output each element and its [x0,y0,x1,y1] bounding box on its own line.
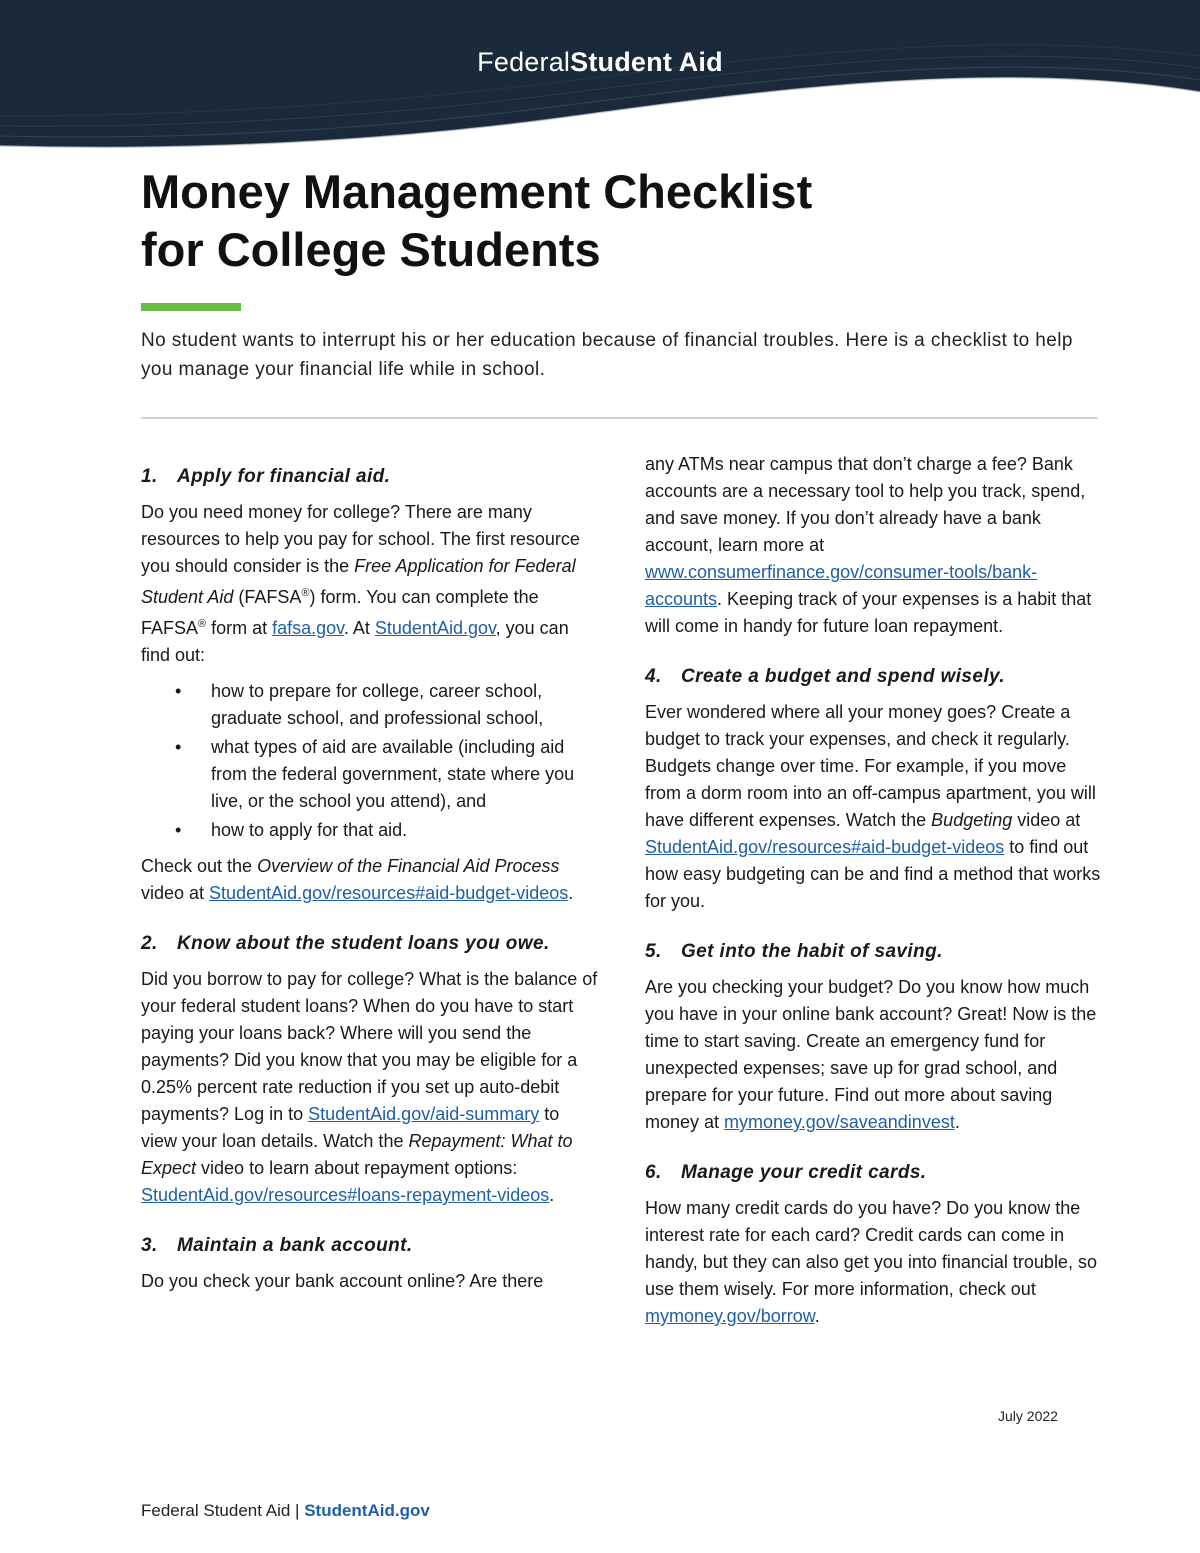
header-banner [0,0,1200,160]
borrow-link[interactable]: mymoney.gov/borrow [645,1306,815,1326]
section-3-heading: 3. Maintain a bank account. [141,1232,599,1259]
header-wave-background [0,0,1200,160]
page-title [141,163,812,279]
section-3-paragraph-start: Do you check your bank account online? Are there [141,1271,544,1291]
aid-budget-videos-link[interactable]: StudentAid.gov/resources#aid-budget-videos [209,883,569,903]
publication-date: July 2022 [998,1408,1058,1424]
list-item: • how to prepare for college, career school, graduate school, and professional school, [211,678,599,732]
left-column [141,463,599,1295]
section-5-paragraph: Are you checking your budget? Do you know how much you have in your online bank account? Great! Now is the time to start saving. Create an emergency fund for unexpected expenses; save up for grad school, and prepare for your future. Find out more about saving money at mymoney.gov/saveandinvest. [645,977,1097,1132]
title-line-1: Money Management Checklist [141,165,813,218]
section-1-bullet-list [141,678,599,844]
section-6-paragraph: How many credit cards do you have? Do you know the interest rate for each card? Credit cards can come in handy, but they can also get you into financial trouble, so use them wisely. For more information, check out mymoney.gov/borrow. [645,1198,1097,1326]
section-4-paragraph: Ever wondered where all your money goes? Create a budget to track your expenses, and check it regularly. Budgets change over time. For example, if you move from a dorm room into an off-campus apartment, you will have different expenses. Watch the Budgeting video at StudentAid.gov/resources#aid-budget-videos to find out how easy budgeting can be and find a method that works for you. [645,702,1101,911]
footer-org: Federal Student Aid [141,1501,291,1520]
section-number: 3. [141,1235,158,1256]
title-accent-bar [141,303,241,311]
footer-site-link[interactable]: StudentAid.gov [304,1501,430,1520]
fafsa-link[interactable]: fafsa.gov [272,618,344,638]
section-number: 1. [141,466,158,487]
section-1-paragraph: Do you need money for college? There are many resources to help you pay for school. The first resource you should consider is the Free Application for Federal Student Aid (FAFSA®) form. You can complete the FAFSA® form at fafsa.gov. At StudentAid.gov, you can find out: [141,502,580,665]
section-5-heading: 5. Get into the habit of saving. [645,938,1103,965]
list-item: • how to apply for that aid. [211,817,599,844]
budget-videos-link[interactable]: StudentAid.gov/resources#aid-budget-videos [645,837,1005,857]
brand-light: Federal [477,47,571,77]
loans-repayment-videos-link[interactable]: StudentAid.gov/resources#loans-repayment-videos [141,1185,550,1205]
title-line-2: for College Students [141,223,601,276]
aid-summary-link[interactable]: StudentAid.gov/aid-summary [308,1104,540,1124]
list-item: • what types of aid are available (including aid from the federal government, state where you live, or the school you attend), and [211,734,599,815]
section-1-heading: 1. Apply for financial aid. [141,463,599,490]
section-number: 5. [645,941,662,962]
section-number: 4. [645,666,662,687]
brand-bold: Student Aid [570,47,723,77]
right-column [645,451,1103,1330]
section-3-paragraph-continued: any ATMs near campus that don’t charge a fee? Bank accounts are a necessary tool to help you track, spend, and save money. If you don’t already have a bank account, learn more at www.consumerfinance.gov/consumer-tools/bank-accounts. Keeping track of your expenses is a habit that will come in handy for future loan repayment. [645,454,1092,636]
footer-separator: | [290,1501,305,1520]
consumerfinance-link[interactable]: www.consumerfinance.gov/consumer-tools/bank-accounts [645,562,1038,609]
section-2-heading: 2. Know about the student loans you owe. [141,930,599,957]
section-6-heading: 6. Manage your credit cards. [645,1159,1103,1186]
brand-logo [0,47,1200,78]
intro-text: No student wants to interrupt his or her education because of financial troubles. Here is a checklist to help you manage your financial life while in school. [141,330,1073,380]
section-number: 2. [141,933,158,954]
section-number: 6. [645,1162,662,1183]
saveandinvest-link[interactable]: mymoney.gov/saveandinvest [724,1112,955,1132]
section-4-heading: 4. Create a budget and spend wisely. [645,663,1103,690]
section-1-video-paragraph: Check out the Overview of the Financial Aid Process video at StudentAid.gov/resources#aid-budget-videos. [141,856,574,903]
studentaid-link[interactable]: StudentAid.gov [374,618,496,638]
section-divider [141,417,1098,419]
footer [141,1501,430,1521]
section-2-paragraph: Did you borrow to pay for college? What is the balance of your federal student loans? When do you have to start paying your loans back? Where will you send the payments? Did you know that you may be eligible for a 0.25% percent rate reduction if you set up auto-debit payments? Log in to StudentAid.gov/aid-summary to view your loan details. Watch the Repayment: What to Expect video to learn about repayment options: StudentAid.gov/resources#loans-repayment-videos. [141,969,598,1205]
